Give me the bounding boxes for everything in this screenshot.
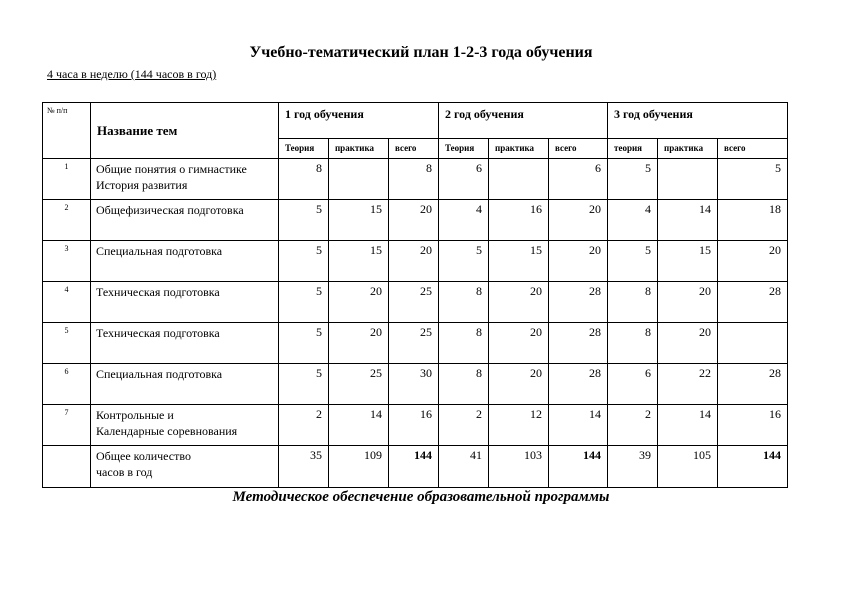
total-value: 144 <box>718 446 788 488</box>
total-value: 41 <box>439 446 489 488</box>
hours-subtitle: 4 часа в неделю (144 часов в год) <box>47 67 217 81</box>
hours-value: 20 <box>658 323 718 364</box>
hours-value: 28 <box>549 364 608 405</box>
hours-value: 6 <box>439 159 489 200</box>
hours-value: 20 <box>489 282 549 323</box>
page-title: Учебно-тематический план 1-2-3 года обучения <box>249 44 593 61</box>
topic-name-line1: Техническая подготовка <box>96 326 220 340</box>
hours-value <box>718 323 788 364</box>
hours-value: 14 <box>658 405 718 446</box>
hours-value: 2 <box>439 405 489 446</box>
hours-value: 20 <box>718 241 788 282</box>
hours-value: 2 <box>608 405 658 446</box>
hours-value: 14 <box>549 405 608 446</box>
total-value: 105 <box>658 446 718 488</box>
hours-value: 20 <box>389 200 439 241</box>
hours-value: 8 <box>608 323 658 364</box>
total-label-line1: Общее количество <box>96 449 191 463</box>
hours-value: 8 <box>439 323 489 364</box>
topic-name <box>91 241 279 282</box>
hours-value: 4 <box>439 200 489 241</box>
hours-value: 20 <box>489 364 549 405</box>
subheader-theory-3: теория <box>608 139 658 159</box>
table-row <box>43 323 788 364</box>
hours-value: 28 <box>549 282 608 323</box>
subheader-theory-1: Теория <box>279 139 329 159</box>
hours-value: 20 <box>549 241 608 282</box>
section-footer-title: Методическое обеспечение образовательной программы <box>232 489 610 505</box>
hours-value: 20 <box>489 323 549 364</box>
hours-value: 28 <box>718 364 788 405</box>
topic-name-line1: Техническая подготовка <box>96 285 220 299</box>
hours-value: 25 <box>389 282 439 323</box>
row-number: 1 <box>43 159 91 200</box>
hours-value: 28 <box>549 323 608 364</box>
total-row <box>43 446 788 488</box>
hours-value: 8 <box>279 159 329 200</box>
topic-name <box>91 282 279 323</box>
total-value: 144 <box>389 446 439 488</box>
hours-value: 14 <box>329 405 389 446</box>
hours-value: 15 <box>489 241 549 282</box>
hours-value: 8 <box>608 282 658 323</box>
hours-value: 16 <box>489 200 549 241</box>
topic-name-line1: Контрольные и <box>96 408 174 422</box>
total-value: 103 <box>489 446 549 488</box>
topic-name-line2: История развития <box>96 178 188 192</box>
row-number: 4 <box>43 282 91 323</box>
hours-value: 20 <box>329 282 389 323</box>
hours-value: 6 <box>608 364 658 405</box>
hours-value <box>489 159 549 200</box>
hours-value: 15 <box>329 241 389 282</box>
topic-name-line1: Общие понятия о гимнастике <box>96 162 247 176</box>
total-value: 39 <box>608 446 658 488</box>
table-row <box>43 241 788 282</box>
hours-value: 8 <box>439 282 489 323</box>
hours-value: 15 <box>658 241 718 282</box>
topic-name-line2: Календарные соревнования <box>96 424 238 438</box>
hours-value: 25 <box>389 323 439 364</box>
table-row <box>43 364 788 405</box>
curriculum-table <box>42 102 788 488</box>
topic-name-line1: Специальная подготовка <box>96 244 223 258</box>
hours-value: 12 <box>489 405 549 446</box>
hours-value <box>329 159 389 200</box>
hours-value: 28 <box>718 282 788 323</box>
table-row <box>43 405 788 446</box>
hours-value: 20 <box>329 323 389 364</box>
hours-value <box>658 159 718 200</box>
subheader-practice-3: практика <box>658 139 718 159</box>
topic-name <box>91 364 279 405</box>
subheader-total-1: всего <box>389 139 439 159</box>
hours-value: 4 <box>608 200 658 241</box>
hours-value: 2 <box>279 405 329 446</box>
total-label <box>91 446 279 488</box>
topic-name <box>91 323 279 364</box>
number-header: № п/п <box>43 103 91 159</box>
topic-name-line1: Специальная подготовка <box>96 367 223 381</box>
topic-name-line1: Общефизическая подготовка <box>96 203 244 217</box>
topic-name <box>91 405 279 446</box>
hours-value: 20 <box>549 200 608 241</box>
subheader-practice-2: практика <box>489 139 549 159</box>
hours-value: 5 <box>608 159 658 200</box>
total-value: 35 <box>279 446 329 488</box>
row-number: 7 <box>43 405 91 446</box>
total-label-line2: часов в год <box>96 465 153 479</box>
table-row <box>43 282 788 323</box>
hours-value: 5 <box>608 241 658 282</box>
hours-value: 16 <box>718 405 788 446</box>
total-value: 144 <box>549 446 608 488</box>
hours-value: 20 <box>389 241 439 282</box>
subheader-total-2: всего <box>549 139 608 159</box>
hours-value: 5 <box>279 364 329 405</box>
hours-value: 16 <box>389 405 439 446</box>
row-number: 5 <box>43 323 91 364</box>
table-row <box>43 159 788 200</box>
year-3-header: 3 год обучения <box>608 103 788 139</box>
hours-value: 18 <box>718 200 788 241</box>
year-2-header: 2 год обучения <box>439 103 608 139</box>
hours-value: 5 <box>279 323 329 364</box>
row-number: 3 <box>43 241 91 282</box>
total-value: 109 <box>329 446 389 488</box>
row-number: 6 <box>43 364 91 405</box>
hours-value: 25 <box>329 364 389 405</box>
hours-value: 5 <box>439 241 489 282</box>
hours-value: 5 <box>279 200 329 241</box>
hours-value: 20 <box>658 282 718 323</box>
hours-value: 6 <box>549 159 608 200</box>
subheader-theory-2: Теория <box>439 139 489 159</box>
year-1-header: 1 год обучения <box>279 103 439 139</box>
hours-value: 22 <box>658 364 718 405</box>
hours-value: 30 <box>389 364 439 405</box>
hours-value: 15 <box>329 200 389 241</box>
topic-name-header: Название тем <box>91 103 279 159</box>
topic-name <box>91 159 279 200</box>
hours-value: 5 <box>718 159 788 200</box>
hours-value: 8 <box>439 364 489 405</box>
subheader-total-3: всего <box>718 139 788 159</box>
topic-name <box>91 200 279 241</box>
subheader-practice-1: практика <box>329 139 389 159</box>
hours-value: 5 <box>279 282 329 323</box>
row-number: 2 <box>43 200 91 241</box>
total-num-cell <box>43 446 91 488</box>
hours-value: 8 <box>389 159 439 200</box>
table-row <box>43 200 788 241</box>
hours-value: 5 <box>279 241 329 282</box>
hours-value: 14 <box>658 200 718 241</box>
